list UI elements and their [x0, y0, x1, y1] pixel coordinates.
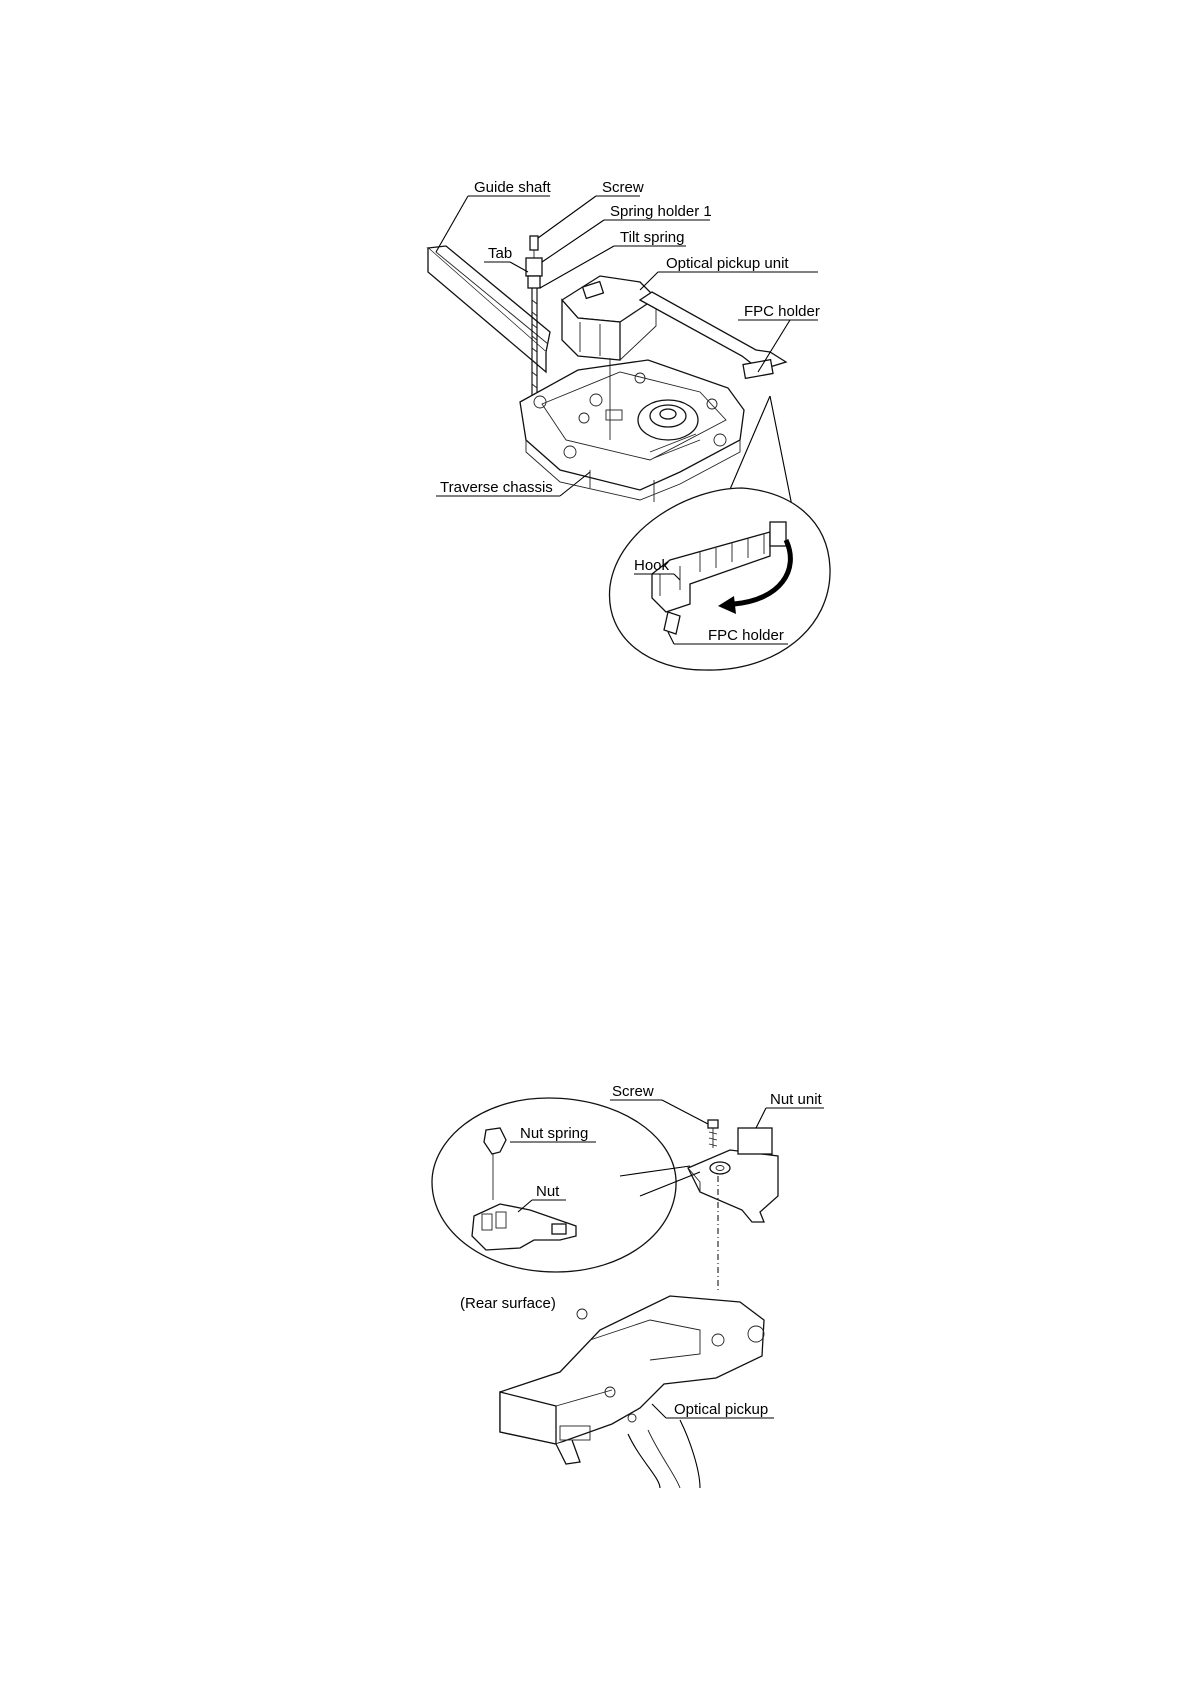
label-guide-shaft: Guide shaft: [474, 179, 551, 196]
figure-nut-unit-assembly: [432, 1083, 824, 1488]
label-tilt-spring: Tilt spring: [620, 229, 685, 246]
label-traverse-chassis: Traverse chassis: [440, 479, 553, 496]
label-nut: Nut: [536, 1183, 560, 1200]
optical-pickup-drawing: [500, 1296, 774, 1488]
figure-traverse-assembly: [428, 179, 830, 670]
label-screw-2: Screw: [612, 1083, 654, 1100]
label-nut-unit: Nut unit: [770, 1091, 822, 1108]
label-fpc-holder-detail: FPC holder: [708, 627, 784, 644]
label-fpc-holder: FPC holder: [744, 303, 820, 320]
label-optical-pickup-unit: Optical pickup unit: [666, 255, 789, 272]
optical-pickup-unit-drawing: [562, 276, 786, 378]
label-screw: Screw: [602, 179, 644, 196]
nut-unit-drawing: [688, 1120, 778, 1222]
label-spring-holder-1: Spring holder 1: [610, 203, 712, 220]
traverse-chassis-drawing: [520, 358, 744, 502]
label-tab: Tab: [488, 245, 513, 262]
label-hook: Hook: [634, 557, 670, 574]
label-rear-surface: (Rear surface): [460, 1295, 556, 1312]
label-optical-pickup: Optical pickup: [674, 1401, 769, 1418]
label-nut-spring: Nut spring: [520, 1125, 589, 1142]
